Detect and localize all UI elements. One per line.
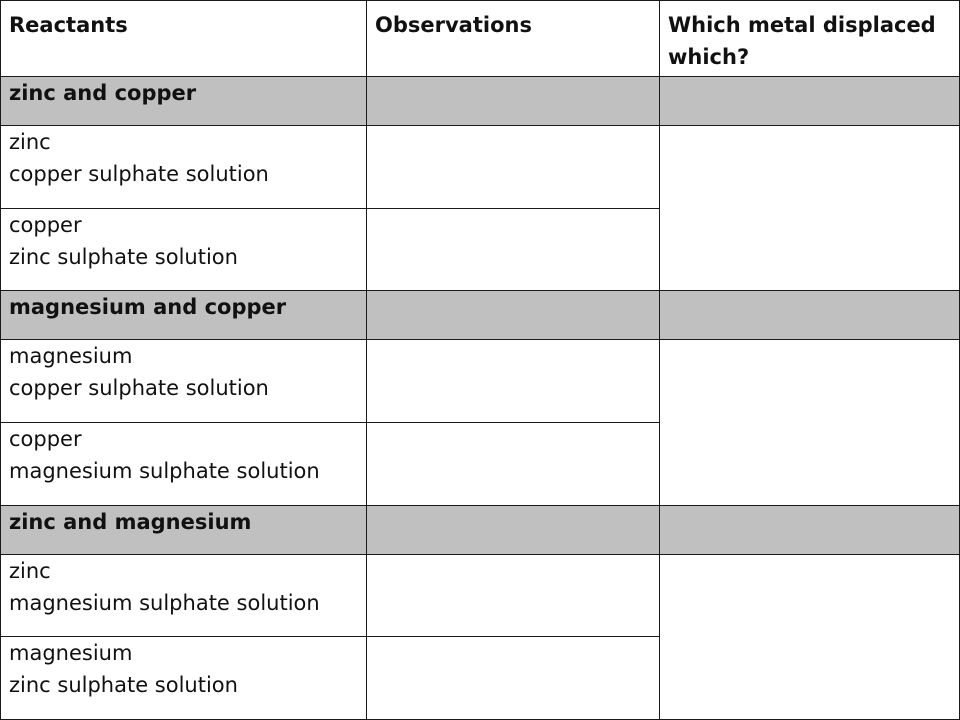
group-row-magnesium-copper xyxy=(1,291,960,340)
reactants-cell xyxy=(1,340,367,423)
observations-answer-cell[interactable] xyxy=(367,422,660,505)
reactant-row xyxy=(1,340,960,423)
group-title: magnesium and copper xyxy=(1,291,367,340)
reactants-cell xyxy=(1,422,367,505)
metal-name: zinc xyxy=(9,558,51,583)
reactant-row xyxy=(1,125,960,208)
reactants-cell xyxy=(1,637,367,720)
reactants-cell xyxy=(1,554,367,637)
group-which-blank xyxy=(660,505,960,554)
group-observations-blank xyxy=(367,505,660,554)
observations-answer-cell[interactable] xyxy=(367,208,660,291)
header-row xyxy=(1,1,960,77)
observations-header: Observations xyxy=(367,1,660,77)
which-metal-answer-cell[interactable] xyxy=(660,125,960,290)
group-title: zinc and magnesium xyxy=(1,505,367,554)
group-which-blank xyxy=(660,291,960,340)
which-metal-answer-cell[interactable] xyxy=(660,340,960,505)
observations-answer-cell[interactable] xyxy=(367,554,660,637)
observations-answer-cell[interactable] xyxy=(367,637,660,720)
which-metal-answer-cell[interactable] xyxy=(660,554,960,719)
group-title: zinc and copper xyxy=(1,77,367,126)
group-observations-blank xyxy=(367,291,660,340)
group-row-zinc-magnesium xyxy=(1,505,960,554)
observations-answer-cell[interactable] xyxy=(367,125,660,208)
solution-name: zinc sulphate solution xyxy=(9,673,238,698)
group-which-blank xyxy=(660,77,960,126)
metal-name: copper xyxy=(9,212,82,237)
metal-name: magnesium xyxy=(9,344,133,369)
solution-name: copper sulphate solution xyxy=(9,161,269,186)
reactants-cell xyxy=(1,125,367,208)
metal-name: magnesium xyxy=(9,641,133,666)
metal-name: zinc xyxy=(9,129,51,154)
solution-name: magnesium sulphate solution xyxy=(9,458,320,483)
solution-name: zinc sulphate solution xyxy=(9,244,238,269)
solution-name: magnesium sulphate solution xyxy=(9,590,320,615)
which-metal-header: Which metal displaced which? xyxy=(660,1,960,77)
group-row-zinc-copper xyxy=(1,77,960,126)
reactants-header: Reactants xyxy=(1,1,367,77)
reactants-cell xyxy=(1,208,367,291)
solution-name: copper sulphate solution xyxy=(9,376,269,401)
reactant-row xyxy=(1,554,960,637)
metal-name: copper xyxy=(9,426,82,451)
group-observations-blank xyxy=(367,77,660,126)
observations-answer-cell[interactable] xyxy=(367,340,660,423)
